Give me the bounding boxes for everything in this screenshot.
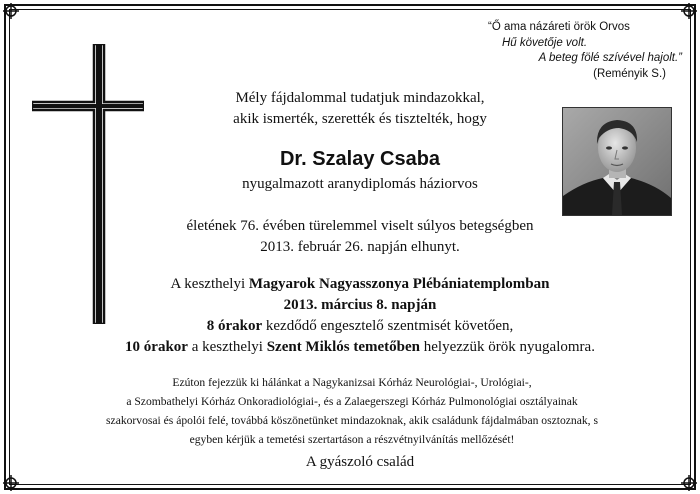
quote-author: (Reményik S.): [593, 67, 666, 80]
corner-ornament-icon: [0, 472, 22, 494]
portrait-photo: [562, 107, 672, 216]
church-name: Magyarok Nagyasszonya Plébániatemplomban: [248, 276, 550, 292]
mass-time: 8 órakor: [206, 318, 263, 334]
thanks-line: szakorvosai és ápolói felé, továbbá köszönetünket mindazoknak, akik családunk fájdalmában osztoznak, s: [106, 414, 598, 427]
quote-line: Hű követője volt.: [502, 36, 588, 49]
funeral-line-1: [40, 274, 680, 295]
funeral-date: 2013. március 8. napján: [283, 297, 437, 313]
burial-time: 10 órakor: [125, 339, 188, 355]
quote-block: [488, 20, 688, 82]
thanks-line: a Szombathelyi Kórház Onkoradiológiai-, és a Zalaegerszegi Kórház Pulmonológiai osztályainak: [126, 395, 578, 408]
portrait-image: [563, 108, 671, 215]
deceased-name: Dr. Szalay Csaba: [279, 148, 441, 170]
death-notice: [170, 216, 550, 258]
funeral-text: helyezzük örök nyugalomra.: [420, 339, 595, 355]
corner-ornament-icon: [678, 0, 700, 22]
funeral-line-2: [40, 295, 680, 316]
corner-ornament-icon: [678, 472, 700, 494]
intro-line: Mély fájdalommal tudatjuk mindazokkal,: [235, 90, 485, 106]
cemetery-name: Szent Miklós temetőben: [266, 339, 420, 355]
funeral-line-3: [40, 316, 680, 337]
corner-ornament-icon: [0, 0, 22, 22]
thanks-text: [22, 373, 682, 449]
thanks-line: egyben kérjük a temetési szertartáson a részvétnyilvánítás mellőzését!: [189, 433, 515, 446]
intro-line: akik ismerték, szerették és tisztelték, hogy: [233, 111, 487, 127]
quote-line: “Ő ama názáreti örök Orvos: [488, 21, 630, 33]
funeral-info: [40, 274, 680, 358]
death-line: életének 76. évében türelemmel viselt súlyos betegségben: [186, 218, 534, 234]
signature: A gyászoló család: [305, 454, 415, 470]
thanks-line: Ezúton fejezzük ki hálánkat a Nagykanizsai Kórház Neurológiai-, Urológiai-,: [172, 376, 532, 389]
death-line: 2013. február 26. napján elhunyt.: [260, 239, 460, 255]
funeral-text: kezdődő engesztelő szentmisét követően,: [262, 318, 514, 334]
deceased-title: nyugalmazott aranydiplomás háziorvos: [242, 176, 478, 192]
funeral-text: A keszthelyi: [170, 276, 249, 292]
funeral-text: a keszthelyi: [187, 339, 267, 355]
intro-text: [170, 88, 550, 130]
quote-line: A beteg fölé szívével hajolt.”: [538, 52, 682, 64]
funeral-line-4: [40, 337, 680, 358]
